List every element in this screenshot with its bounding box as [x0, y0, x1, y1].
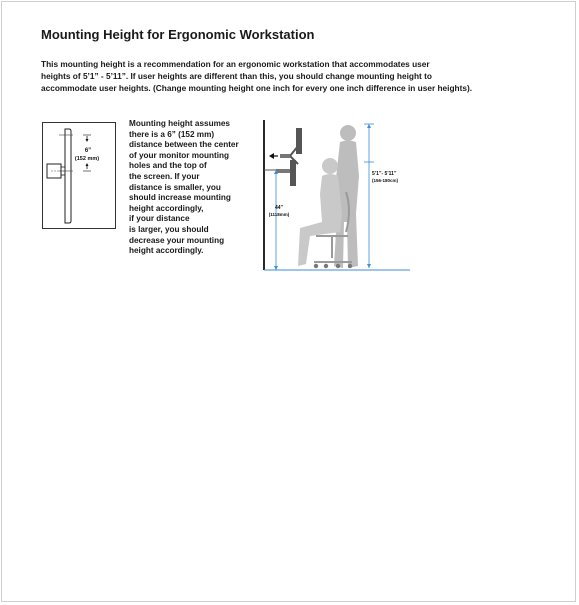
- intro-line: heights of 5’1” - 5’11”. If user heights are different than this, you should change mounting height to: [41, 71, 432, 81]
- mount-height-metric-label: (1118mm): [268, 212, 290, 217]
- note-line: height accordingly.: [129, 246, 204, 256]
- dimension-metric-label: (152 mm): [74, 156, 100, 162]
- dimension-arrow-down-icon: [86, 163, 89, 166]
- monitor-arm-assembly: [264, 128, 302, 186]
- user-height-label: 5’1”- 5’11”: [372, 171, 397, 177]
- monitor-side-view-illustration: [43, 123, 115, 228]
- dimension-arrow-up-icon: [86, 139, 89, 142]
- note-line: should increase mounting: [129, 193, 231, 203]
- intro-line: accommodate user heights. (Change mounting height one inch for every one inch difference in user heights).: [41, 83, 473, 93]
- note-line: distance between the center: [129, 140, 239, 150]
- mount-height-note: [129, 119, 254, 257]
- monitor-side-shape: [65, 129, 71, 223]
- workstation-illustration: [260, 114, 412, 276]
- note-line: there is a 6” (152 mm): [129, 129, 215, 139]
- user-height-metric-label: (156-180cm): [372, 178, 399, 183]
- ergonomic-workstation-diagram: [260, 114, 412, 276]
- note-line: holes and the top of: [129, 161, 207, 171]
- move-arrow-left-icon: [269, 153, 274, 159]
- dimension-label: 6”: [84, 148, 92, 154]
- note-line: is larger, you should: [129, 224, 209, 234]
- note-line: if your distance: [129, 214, 190, 224]
- mount-height-label: 44”: [274, 205, 284, 211]
- intro-paragraph: [41, 58, 511, 94]
- note-line: of your monitor mounting: [129, 150, 230, 160]
- document-page: [1, 1, 576, 602]
- intro-line: This mounting height is a recommendation for an ergonomic workstation that accommodates user: [41, 59, 430, 69]
- note-line: Mounting height assumes: [129, 119, 230, 128]
- note-line: the screen. If your: [129, 171, 200, 181]
- note-line: decrease your mounting: [129, 235, 225, 245]
- mount-diagram: [42, 122, 116, 229]
- page-title: Mounting Height for Ergonomic Workstation: [41, 27, 315, 42]
- note-line: distance is smaller, you: [129, 182, 221, 192]
- note-line: height accordingly,: [129, 203, 204, 213]
